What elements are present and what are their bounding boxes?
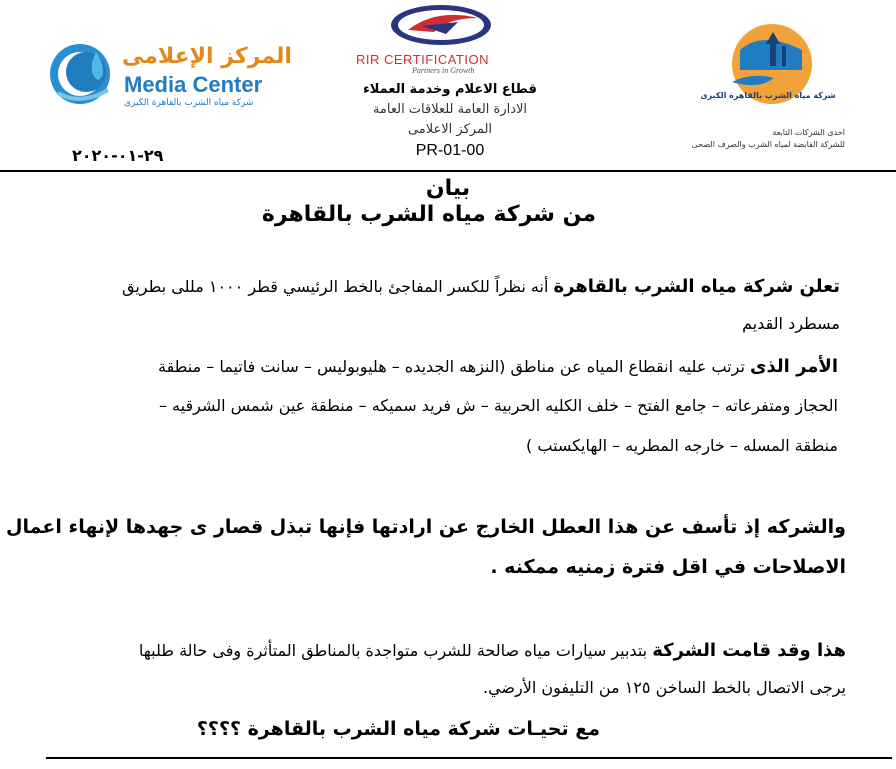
statement-title: بيان xyxy=(425,176,471,201)
department-line-3: المركز الاعلامى xyxy=(407,122,493,137)
department-line-1: قطاع الاعلام وخدمة العملاء xyxy=(363,82,537,97)
statement-subtitle: من شركة مياه الشرب بالقاهرة xyxy=(261,202,596,227)
paragraph-4-line-2: يرجى الاتصال بالخط الساخن ١٢٥ من التليفون الأرضي. xyxy=(483,678,846,697)
paragraph-2-line-1 xyxy=(158,356,838,377)
rir-certification-logo xyxy=(386,2,496,48)
media-center-arabic-name: المركز الإعلامى xyxy=(122,44,292,69)
media-center-subtitle: شركة مياه الشرب بالقاهرة الكبرى xyxy=(124,98,254,108)
department-line-2: الادارة العامة للعلاقات العامة xyxy=(372,102,528,117)
paragraph-2-line-3: منطقة المسله – خارجه المطريه – الهايكستب ) xyxy=(526,436,838,455)
paragraph-4-line-1 xyxy=(139,640,846,661)
paragraph-1-line-1 xyxy=(122,276,840,297)
document-date: ٢٩-٠١-٢٠٢٠ xyxy=(72,146,164,165)
closing-line: مع تحيـات شركة مياه الشرب بالقاهرة ؟؟؟؟ xyxy=(196,718,600,740)
header-divider xyxy=(0,170,896,172)
paragraph-2-text: ترتب عليه انقطاع المياه عن مناطق (النزهه الجديده – هليوبوليس – سانت فاتيما – منطقة xyxy=(157,357,750,376)
paragraph-2-bold: الأمر الذى xyxy=(749,356,838,377)
footer-divider xyxy=(46,757,892,759)
paragraph-2-line-2: الحجاز ومتفرعاته – جامع الفتح – خلف الكليه الحربية – ش فريد سميكه – منطقة عين شمس الشرقيه – xyxy=(158,396,838,415)
paragraph-3-line-2: الاصلاحات في اقل فترة زمنيه ممكنه . xyxy=(490,556,846,578)
paragraph-4-text: بتدبير سيارات مياه صالحة للشرب متواجدة بالمناطق المتأثرة وفى حالة طلبها xyxy=(138,641,653,660)
document-code: PR-01-00 xyxy=(415,142,485,159)
paragraph-3-line-1: والشركه إذ تأسف عن هذا العطل الخارج عن ارادتها فإنها تبذل قصار ى جهدها لإنهاء اعمال xyxy=(6,516,846,538)
paragraph-1-text: أنه نظراً للكسر المفاجئ بالخط الرئيسي قطر ١٠٠٠ مللى بطريق xyxy=(121,277,554,296)
media-center-english-name: Media Center xyxy=(124,72,263,97)
company-affiliation-line-2: للشركة القابضة لمياه الشرب والصرف الصحى xyxy=(691,140,845,149)
paragraph-1-line-2: مسطرد القديم xyxy=(742,314,840,333)
cairo-water-company-logo xyxy=(700,20,836,112)
paragraph-4-bold: هذا وقد قامت الشركة xyxy=(652,640,846,661)
rir-certification-name: RIR CERTIFICATION xyxy=(356,52,489,67)
paragraph-1-bold: تعلن شركة مياه الشرب بالقاهرة xyxy=(553,276,840,297)
company-affiliation-line-1: احدى الشركات التابعة xyxy=(772,128,845,137)
company-logo-text: شركة مياه الشرب بالقاهرة الكبرى xyxy=(700,91,836,100)
rir-tagline: Partners in Growth xyxy=(412,66,475,75)
